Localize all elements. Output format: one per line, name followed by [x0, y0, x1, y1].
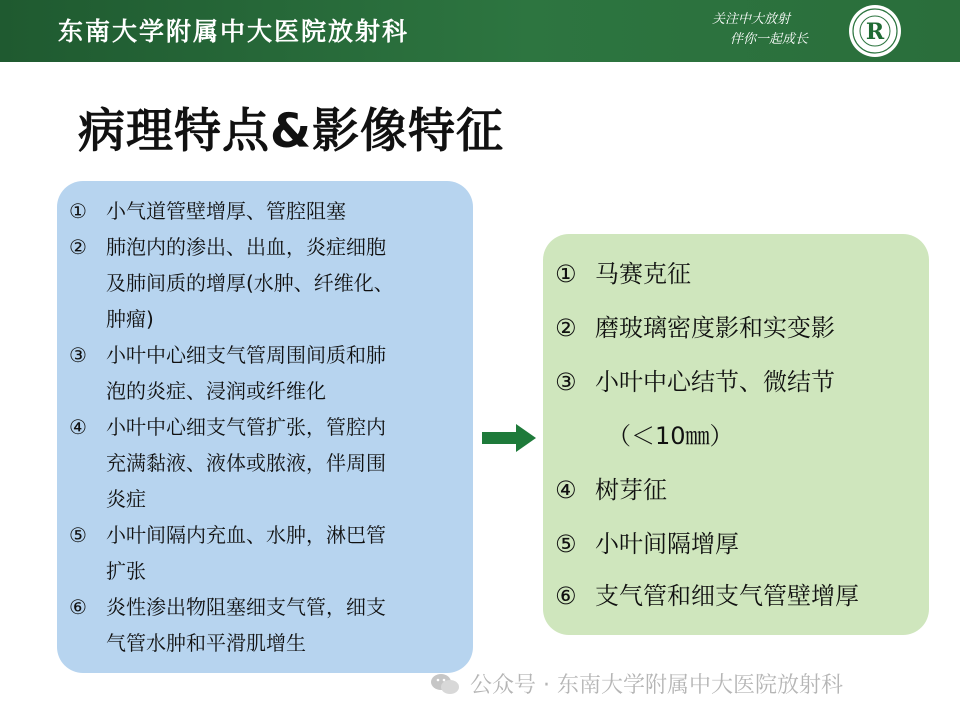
item-text: [106, 517, 465, 589]
pathology-item: [69, 517, 465, 589]
item-number: ①: [555, 260, 577, 288]
item-number: ①: [69, 199, 87, 223]
right-arrow-icon: [482, 422, 536, 454]
item-text-line: 肺泡内的渗出、出血，炎症细胞: [106, 235, 386, 259]
item-number: ⑥: [69, 595, 87, 619]
item-text: 小叶中心结节、微结节: [595, 368, 835, 396]
banner-slogan: [712, 10, 808, 50]
item-text-line: 气管水肿和平滑肌增生: [106, 631, 306, 655]
item-text-line: 炎症: [106, 487, 146, 511]
item-text: 树芽征: [595, 476, 667, 504]
item-number: ③: [555, 368, 577, 396]
item-text-line: 炎性渗出物阻塞细支气管，细支: [106, 595, 386, 619]
item-text: [106, 193, 465, 229]
pathology-box: [57, 181, 473, 673]
imaging-item: [555, 420, 925, 452]
item-text: [106, 589, 465, 661]
imaging-item: [555, 366, 925, 398]
imaging-box: [543, 234, 929, 635]
item-number: ④: [69, 415, 87, 439]
item-text: [106, 229, 465, 337]
item-text-line: 泡的炎症、浸润或纤维化: [106, 379, 326, 403]
item-text: （＜10㎜）: [607, 422, 734, 450]
item-text: 磨玻璃密度影和实变影: [595, 314, 835, 342]
imaging-item: [555, 258, 925, 290]
header-banner: [0, 0, 960, 62]
slogan-line-2: 伴你一起成长: [730, 32, 809, 47]
item-number: ④: [555, 476, 577, 504]
pathology-item: [69, 409, 465, 517]
item-text: [106, 409, 465, 517]
item-text-line: 扩张: [106, 559, 146, 583]
imaging-item: [555, 580, 925, 612]
item-number: ②: [555, 314, 577, 342]
wechat-icon: [430, 672, 460, 696]
item-text-line: 小气道管壁增厚、管腔阻塞: [106, 199, 346, 223]
item-text-line: 小叶中心细支气管扩张，管腔内: [106, 415, 386, 439]
pathology-item: [69, 229, 465, 337]
pathology-item: [69, 589, 465, 661]
item-text-line: 及肺间质的增厚(水肿、纤维化、: [106, 271, 394, 295]
item-text: [106, 337, 465, 409]
item-text: 马赛克征: [595, 260, 691, 288]
slogan-line-1: 关注中大放射: [712, 12, 791, 27]
hospital-logo-icon: [848, 4, 902, 58]
item-number: ②: [69, 235, 87, 259]
item-text-line: 充满黏液、液体或脓液，伴周围: [106, 451, 386, 475]
imaging-item: [555, 312, 925, 344]
item-number: ③: [69, 343, 87, 367]
pathology-item: [69, 337, 465, 409]
item-text-line: 肿瘤): [106, 307, 154, 331]
item-text: 小叶间隔增厚: [595, 530, 739, 558]
logo-letter: R: [865, 19, 885, 45]
item-number: ⑤: [555, 530, 577, 558]
item-text: 支气管和细支气管壁增厚: [595, 582, 859, 610]
page-title: 病理特点&影像特征: [78, 104, 504, 159]
imaging-item: [555, 528, 925, 560]
item-number: ⑤: [69, 523, 87, 547]
item-number: ⑥: [555, 582, 577, 610]
pathology-item: [69, 193, 465, 229]
item-text-line: 小叶间隔内充血、水肿，淋巴管: [106, 523, 386, 547]
banner-title: 东南大学附属中大医院放射科: [58, 17, 410, 46]
item-number: [555, 420, 607, 452]
footer-text: 公众号 · 东南大学附属中大医院放射科: [470, 673, 843, 698]
item-text-line: 小叶中心细支气管周围间质和肺: [106, 343, 386, 367]
footer-watermark: [430, 668, 843, 699]
imaging-item: [555, 474, 925, 506]
